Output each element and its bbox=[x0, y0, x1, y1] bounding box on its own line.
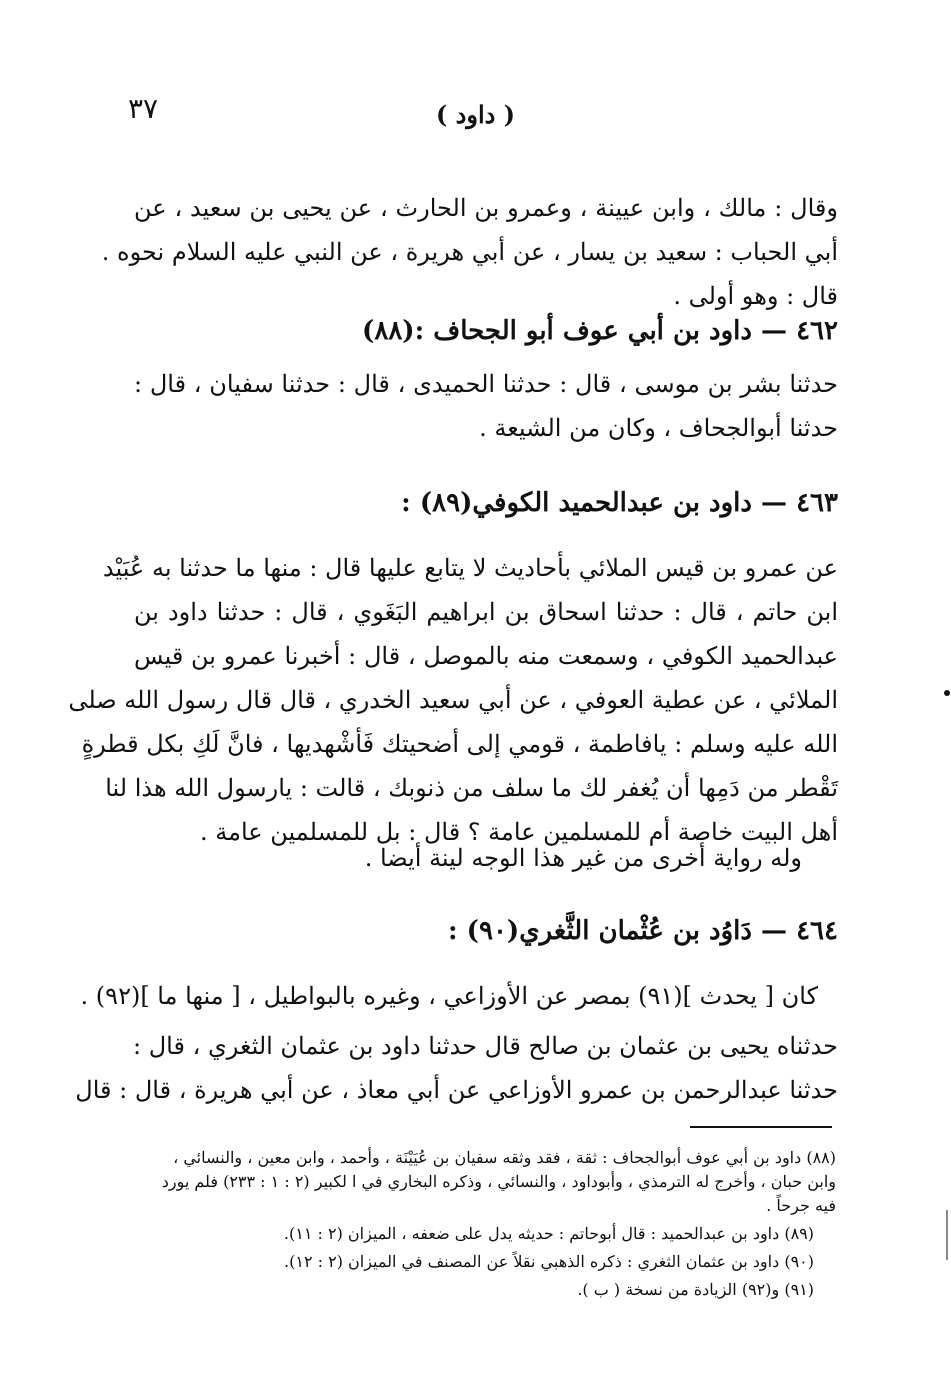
footnote-88-line: فيه جرحاً . bbox=[766, 1196, 836, 1215]
page-number: ٣٧ bbox=[128, 92, 159, 125]
text-line: عبدالحميد الكوفي ، وسمعت منه بالموصل ، قال : أخبرنا عمرو بن قيس bbox=[134, 642, 838, 670]
entry-heading-464: ٤٦٤ — دَاوُد بن عُثْمان الثَّغري(٩٠) : bbox=[448, 916, 838, 946]
entry-464-para2 bbox=[75, 1024, 838, 1112]
text-line: حدثنا عبدالرحمن بن عمرو الأوزاعي عن أبي معاذ ، عن أبي هريرة ، قال : قال bbox=[75, 1076, 838, 1104]
entry-463-extra bbox=[134, 836, 838, 880]
text-line: الملائي ، عن عطية العوفي ، عن أبي سعيد الخدري ، قال قال رسول الله صلى bbox=[68, 686, 838, 714]
entry-heading-463: ٤٦٣ — داود بن عبدالحميد الكوفي(٨٩) : bbox=[401, 488, 838, 518]
footnote-rule bbox=[690, 1126, 832, 1128]
entry-462-text bbox=[134, 362, 838, 450]
footnotes bbox=[150, 1146, 836, 1302]
scan-speck bbox=[944, 690, 950, 696]
text-line: كان [ يحدث ](٩١) بمصر عن الأوزاعي ، وغيره بالبواطيل ، [ منها ما ](٩٢) . bbox=[80, 982, 818, 1010]
footnote-89: (٨٩) داود بن عبدالحميد : قال أبوحاتم : حديثه يدل على ضعفه ، الميزان (٢ : ١١). bbox=[283, 1224, 814, 1243]
entry-464-text bbox=[80, 974, 838, 1018]
text-line: حدثنا بشر بن موسى ، قال : حدثنا الحميدى ، قال : حدثنا سفيان ، قال : bbox=[134, 370, 838, 398]
text-line: وقال : مالك ، وابن عيينة ، وعمرو بن الحارث ، عن يحيى بن سعيد ، عن bbox=[134, 194, 838, 222]
intro-paragraph bbox=[101, 186, 838, 318]
footnote-88-line: وابن حبان ، وأخرج له الترمذي ، وأبوداود ، والنسائي ، وذكره البخاري في ا لكبير (٢ : ١ : ٢٣٣) فلم يورد bbox=[161, 1172, 836, 1191]
footnote-88-line: (٨٨) داود بن أبي عوف أبوالجحاف : ثقة ، فقد وثقه سفيان بن عُيَيْنَة ، وأحمد ، وابن معين ، والنسائي ، bbox=[173, 1148, 836, 1167]
running-head: ( داود ) bbox=[435, 100, 516, 129]
text-line: حدثنا أبوالجحاف ، وكان من الشيعة . bbox=[479, 414, 838, 442]
text-line: وله رواية أخرى من غير هذا الوجه لينة أيضا . bbox=[364, 844, 802, 872]
text-line: ابن حاتم ، قال : حدثنا اسحاق بن ابراهيم البَغَوي ، قال : حدثنا داود بن bbox=[134, 598, 838, 626]
text-line: حدثناه يحيى بن عثمان بن صالح قال حدثنا داود بن عثمان الثغري ، قال : bbox=[133, 1032, 838, 1060]
text-line: قال : وهو أولى . bbox=[673, 282, 838, 310]
text-line: أبي الحباب : سعيد بن يسار ، عن أبي هريرة ، عن النبي عليه السلام نحوه . bbox=[101, 238, 838, 266]
text-line: عن عمرو بن قيس الملائي بأحاديث لا يتابع عليها قال : منها ما حدثنا به عُبَيْد bbox=[102, 554, 838, 582]
scan-edge-mark bbox=[946, 1210, 948, 1260]
footnote-90: (٩٠) داود بن عثمان الثغري : ذكره الذهبي نقلاً عن المصنف في الميزان (٢ : ١٢). bbox=[284, 1252, 814, 1271]
text-line: تَقْطر من دَمِها أن يُغفر لك ما سلف من ذنوبك ، قالت : يارسول الله هذا لنا bbox=[105, 774, 838, 802]
text-line: الله عليه وسلم : يافاطمة ، قومي إلى أضحيتك فَأشْهديها ، فانَّ لَكِ بكل قطرةٍ bbox=[81, 730, 838, 758]
entry-463-text bbox=[68, 546, 838, 854]
text-line: أهل البيت خاصة أم للمسلمين عامة ؟ قال : بل للمسلمين عامة . bbox=[200, 818, 838, 846]
entry-heading-462: ٤٦٢ — داود بن أبي عوف أبو الجحاف :(٨٨) bbox=[362, 316, 838, 346]
footnote-91-92: (٩١) و(٩٢) الزيادة من نسخة ( ب ). bbox=[577, 1280, 814, 1299]
